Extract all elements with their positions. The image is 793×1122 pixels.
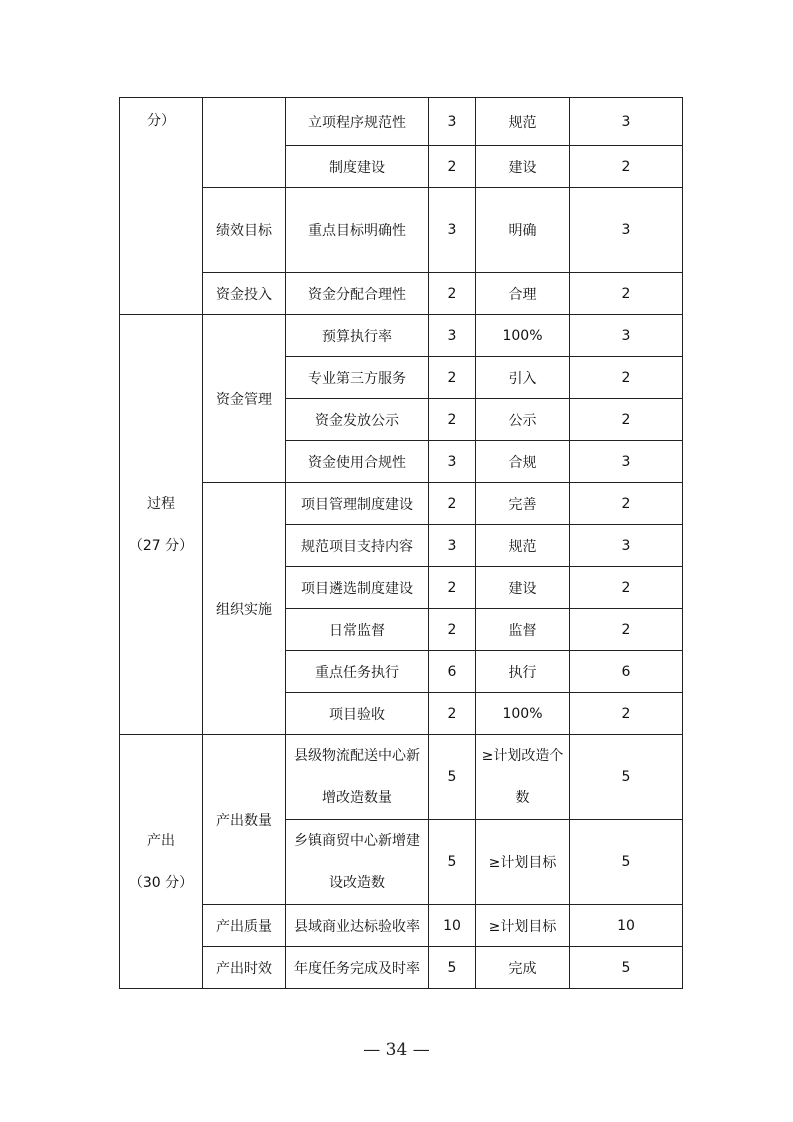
table-row <box>120 188 683 273</box>
standard-cell: 规范 <box>476 525 570 567</box>
table-row <box>120 735 683 820</box>
category-cell-prev <box>120 98 203 315</box>
weight-cell: 5 <box>429 947 476 989</box>
indicator-cell: 制度建设 <box>286 146 429 188</box>
score-cell: 2 <box>570 399 683 441</box>
standard-cell: 完善 <box>476 483 570 525</box>
indicator-cell: 项目验收 <box>286 693 429 735</box>
indicator-cell: 年度任务完成及时率 <box>286 947 429 989</box>
category-cell-output <box>120 735 203 989</box>
standard-cell: 100% <box>476 315 570 357</box>
standard-cell <box>476 735 570 820</box>
weight-cell: 3 <box>429 315 476 357</box>
standard-line: 数 <box>515 790 530 806</box>
standard-cell: 引入 <box>476 357 570 399</box>
indicator-line: 县级物流配送中心新 <box>294 748 420 764</box>
score-cell: 5 <box>570 735 683 820</box>
weight-cell: 2 <box>429 146 476 188</box>
score-cell: 3 <box>570 525 683 567</box>
subcategory-cell: 产出时效 <box>203 947 286 989</box>
indicator-cell: 立项程序规范性 <box>286 98 429 146</box>
score-cell: 3 <box>570 98 683 146</box>
weight-cell: 5 <box>429 820 476 905</box>
weight-cell: 3 <box>429 98 476 146</box>
standard-cell: 明确 <box>476 188 570 273</box>
subcategory-cell: 产出数量 <box>203 735 286 905</box>
score-cell: 2 <box>570 273 683 315</box>
standard-cell: 100% <box>476 693 570 735</box>
indicator-line: 乡镇商贸中心新增建 <box>294 833 420 849</box>
score-cell: 5 <box>570 947 683 989</box>
category-score: （27 分） <box>128 537 194 554</box>
weight-cell: 2 <box>429 399 476 441</box>
score-cell: 3 <box>570 188 683 273</box>
score-cell: 2 <box>570 693 683 735</box>
indicator-cell <box>286 820 429 905</box>
weight-cell: 3 <box>429 525 476 567</box>
table-row <box>120 947 683 989</box>
standard-cell: 执行 <box>476 651 570 693</box>
indicator-cell: 项目管理制度建设 <box>286 483 429 525</box>
weight-cell: 2 <box>429 357 476 399</box>
page-number: — 34 — <box>363 1040 430 1060</box>
score-cell: 6 <box>570 651 683 693</box>
table-row <box>120 98 683 146</box>
indicator-cell: 县域商业达标验收率 <box>286 905 429 947</box>
table-row <box>120 273 683 315</box>
category-label: 分） <box>147 113 175 129</box>
standard-cell: ≥计划目标 <box>476 905 570 947</box>
indicator-line: 增改造数量 <box>322 790 392 806</box>
score-cell: 3 <box>570 441 683 483</box>
indicator-cell: 规范项目支持内容 <box>286 525 429 567</box>
standard-cell: ≥计划目标 <box>476 820 570 905</box>
indicator-cell: 资金分配合理性 <box>286 273 429 315</box>
table-row <box>120 905 683 947</box>
weight-cell: 2 <box>429 609 476 651</box>
standard-cell: 合规 <box>476 441 570 483</box>
standard-line: ≥计划改造个 <box>481 748 564 764</box>
category-label: 产出 <box>147 832 175 849</box>
weight-cell: 3 <box>429 441 476 483</box>
score-cell: 2 <box>570 483 683 525</box>
indicator-cell: 资金发放公示 <box>286 399 429 441</box>
score-cell: 2 <box>570 357 683 399</box>
standard-cell: 规范 <box>476 98 570 146</box>
standard-cell: 监督 <box>476 609 570 651</box>
score-cell: 3 <box>570 315 683 357</box>
score-cell: 5 <box>570 820 683 905</box>
indicator-line: 设改造数 <box>329 875 385 891</box>
performance-table <box>119 97 683 989</box>
standard-cell: 合理 <box>476 273 570 315</box>
subcategory-cell: 组织实施 <box>203 483 286 735</box>
standard-cell: 完成 <box>476 947 570 989</box>
subcategory-cell: 资金管理 <box>203 315 286 483</box>
subcategory-cell: 产出质量 <box>203 905 286 947</box>
weight-cell: 2 <box>429 273 476 315</box>
subcategory-cell: 绩效目标 <box>203 188 286 273</box>
score-cell: 2 <box>570 146 683 188</box>
weight-cell: 10 <box>429 905 476 947</box>
indicator-cell: 预算执行率 <box>286 315 429 357</box>
table-row <box>120 315 683 357</box>
indicator-cell: 专业第三方服务 <box>286 357 429 399</box>
table-row <box>120 483 683 525</box>
category-score: （30 分） <box>128 874 194 891</box>
standard-cell: 建设 <box>476 567 570 609</box>
score-cell: 10 <box>570 905 683 947</box>
score-cell: 2 <box>570 609 683 651</box>
weight-cell: 6 <box>429 651 476 693</box>
indicator-cell: 重点任务执行 <box>286 651 429 693</box>
weight-cell: 2 <box>429 693 476 735</box>
subcategory-cell-empty <box>203 98 286 188</box>
weight-cell: 5 <box>429 735 476 820</box>
indicator-cell: 日常监督 <box>286 609 429 651</box>
indicator-cell: 项目遴选制度建设 <box>286 567 429 609</box>
weight-cell: 2 <box>429 483 476 525</box>
indicator-cell: 重点目标明确性 <box>286 188 429 273</box>
indicator-cell <box>286 735 429 820</box>
standard-cell: 公示 <box>476 399 570 441</box>
indicator-cell: 资金使用合规性 <box>286 441 429 483</box>
category-label: 过程 <box>147 495 175 512</box>
category-cell-process <box>120 315 203 735</box>
subcategory-cell: 资金投入 <box>203 273 286 315</box>
standard-cell: 建设 <box>476 146 570 188</box>
score-cell: 2 <box>570 567 683 609</box>
weight-cell: 3 <box>429 188 476 273</box>
weight-cell: 2 <box>429 567 476 609</box>
